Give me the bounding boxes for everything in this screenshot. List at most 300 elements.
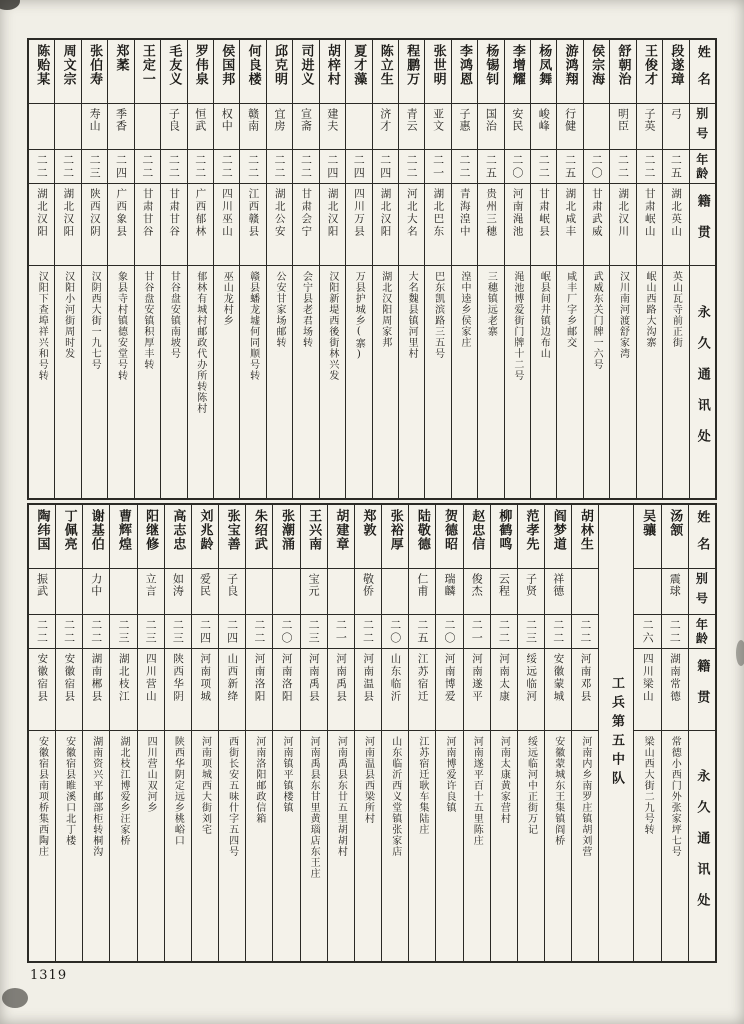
entry-age: 二二 bbox=[299, 153, 313, 180]
roster-table-top bbox=[27, 38, 717, 500]
entry-address-cell bbox=[165, 731, 191, 961]
entry-name-cell bbox=[165, 505, 191, 569]
entry-alias: 国治 bbox=[484, 108, 498, 132]
entry-age: 二二 bbox=[457, 153, 471, 180]
entry-address: 渑池博爱街门牌十二号 bbox=[511, 271, 523, 381]
entry-name: 张潮涌 bbox=[279, 509, 294, 551]
entry-origin: 河南禹县 bbox=[335, 653, 348, 703]
entry-address: 湖北汉阳周家邦 bbox=[379, 271, 391, 348]
entry-age-cell bbox=[637, 150, 662, 184]
scan-artifact bbox=[2, 988, 28, 1008]
entry-age: 二〇 bbox=[443, 618, 457, 645]
entry-name: 范孝先 bbox=[523, 509, 539, 551]
roster-entry-column bbox=[272, 505, 299, 961]
entry-name: 柳鹤鸣 bbox=[496, 509, 512, 551]
entry-address-cell bbox=[214, 266, 239, 498]
entry-origin: 河南温县 bbox=[362, 653, 375, 703]
entry-origin-cell bbox=[557, 184, 582, 266]
entry-address-cell bbox=[346, 266, 371, 498]
entry-origin: 广西象县 bbox=[115, 188, 128, 238]
entry-address-cell bbox=[301, 731, 327, 961]
entry-alias: 寿山 bbox=[88, 108, 102, 132]
entry-name-cell bbox=[373, 40, 398, 104]
entry-alias-cell bbox=[373, 104, 398, 150]
entry-alias-cell bbox=[293, 104, 318, 150]
entry-age: 二四 bbox=[114, 153, 128, 180]
header-address-text: 永久通讯处 bbox=[694, 768, 710, 924]
entry-name: 陈立生 bbox=[377, 44, 393, 86]
entry-origin-cell bbox=[399, 184, 424, 266]
entry-name: 程鹏万 bbox=[404, 44, 420, 86]
entry-age-cell bbox=[273, 615, 299, 649]
entry-address: 汉阳下查埠祥兴和号转 bbox=[36, 271, 48, 381]
entry-age: 二二 bbox=[405, 153, 419, 180]
entry-address-cell bbox=[452, 266, 477, 498]
entry-age-cell bbox=[505, 150, 530, 184]
entry-address: 河南洛阳邮政信箱 bbox=[253, 736, 265, 824]
entry-name-cell bbox=[382, 505, 408, 569]
entry-address: 大名魏县镇河里村 bbox=[406, 271, 418, 359]
entry-name-cell bbox=[214, 40, 239, 104]
entry-address-cell bbox=[240, 266, 265, 498]
roster-entry-column bbox=[530, 40, 556, 498]
entry-address-cell bbox=[409, 731, 435, 961]
entry-address-cell bbox=[464, 731, 490, 961]
entry-address: 河南温县西梁所村 bbox=[362, 736, 374, 824]
entry-name: 胡建章 bbox=[333, 509, 349, 551]
entry-origin: 湖北巴东 bbox=[432, 188, 445, 238]
entry-age-cell bbox=[293, 150, 318, 184]
entry-name-cell bbox=[478, 40, 503, 104]
entry-origin-cell bbox=[464, 649, 490, 731]
entry-alias: 宣斋 bbox=[299, 108, 313, 132]
entry-name-cell bbox=[436, 505, 462, 569]
entry-origin-cell bbox=[584, 184, 609, 266]
roster-entry-column bbox=[292, 40, 318, 498]
entry-name: 谢基伯 bbox=[88, 509, 104, 551]
roster-entry-column bbox=[191, 505, 218, 961]
entry-origin: 湖北英山 bbox=[670, 188, 683, 238]
entry-origin: 河南博爱 bbox=[443, 653, 456, 703]
entry-age: 二六 bbox=[641, 618, 655, 645]
entry-alias-cell bbox=[545, 569, 571, 615]
entry-address: 梁山西大街二九号转 bbox=[642, 736, 654, 835]
entry-age-cell bbox=[29, 615, 55, 649]
entry-alias: 权中 bbox=[220, 108, 234, 132]
entry-age-cell bbox=[29, 150, 54, 184]
entry-age-cell bbox=[320, 150, 345, 184]
entry-alias-cell bbox=[246, 569, 272, 615]
roster-entry-column bbox=[137, 505, 164, 961]
entry-alias-cell bbox=[662, 569, 688, 615]
entry-address-cell bbox=[572, 731, 598, 961]
entry-age-cell bbox=[192, 615, 218, 649]
entry-address-cell bbox=[425, 266, 450, 498]
entry-origin: 湖北咸丰 bbox=[564, 188, 577, 238]
entry-origin-cell bbox=[328, 649, 354, 731]
header-alias-text: 别号 bbox=[694, 106, 709, 147]
entry-name-cell bbox=[246, 505, 272, 569]
entry-age-cell bbox=[452, 150, 477, 184]
entry-origin: 安徽宿县 bbox=[36, 653, 49, 703]
entry-address-cell bbox=[399, 266, 424, 498]
entry-alias-cell bbox=[110, 569, 136, 615]
roster-entry-column bbox=[29, 505, 55, 961]
entry-age: 二二 bbox=[167, 153, 181, 180]
entry-address-cell bbox=[531, 266, 556, 498]
entry-address: 汉阳小河街周时发 bbox=[62, 271, 74, 359]
entry-name: 高志忠 bbox=[170, 509, 186, 551]
entry-age: 二二 bbox=[273, 153, 287, 180]
entry-age-cell bbox=[662, 615, 688, 649]
roster-entry-column bbox=[583, 40, 609, 498]
entry-address-cell bbox=[135, 266, 160, 498]
entry-age-cell bbox=[399, 150, 424, 184]
entry-origin: 湖北汉川 bbox=[617, 188, 630, 238]
entry-name: 王俊才 bbox=[641, 44, 657, 86]
entry-origin: 湖北汉阳 bbox=[379, 188, 392, 238]
entry-name-cell bbox=[110, 505, 136, 569]
roster-entry-column bbox=[266, 40, 292, 498]
roster-entry-column bbox=[81, 40, 107, 498]
entry-alias-cell bbox=[557, 104, 582, 150]
entry-name-cell bbox=[663, 40, 688, 104]
entry-origin-cell bbox=[637, 184, 662, 266]
entry-origin: 甘肃武威 bbox=[590, 188, 603, 238]
roster-entry-column bbox=[54, 40, 80, 498]
entry-name-cell bbox=[425, 40, 450, 104]
entry-age-cell bbox=[138, 615, 164, 649]
entry-alias-cell bbox=[328, 569, 354, 615]
entry-age-cell bbox=[518, 615, 544, 649]
roster-entry-column bbox=[300, 505, 327, 961]
entry-alias-cell bbox=[452, 104, 477, 150]
entry-origin-cell bbox=[425, 184, 450, 266]
entry-alias-cell bbox=[273, 569, 299, 615]
entry-age: 二五 bbox=[669, 153, 683, 180]
entry-alias-cell bbox=[531, 104, 556, 150]
entry-alias: 济才 bbox=[378, 108, 392, 132]
entry-alias-cell bbox=[138, 569, 164, 615]
entry-alias: 赣南 bbox=[246, 108, 260, 132]
entry-age: 二一 bbox=[470, 618, 484, 645]
entry-age-cell bbox=[584, 150, 609, 184]
entry-age: 二二 bbox=[140, 153, 154, 180]
entry-name-cell bbox=[219, 505, 245, 569]
entry-name-cell bbox=[55, 40, 80, 104]
entry-alias: 俊杰 bbox=[470, 573, 484, 597]
entry-address-cell bbox=[110, 731, 136, 961]
entry-address: 汉川南河渡舒家湾 bbox=[617, 271, 629, 359]
header-name-text: 姓名 bbox=[694, 44, 710, 99]
entry-name: 张伯寿 bbox=[87, 44, 103, 86]
entry-address-cell bbox=[382, 731, 408, 961]
entry-address: 陕西华阴定远乡桃峪口 bbox=[172, 736, 184, 846]
entry-age: 二一 bbox=[431, 153, 445, 180]
entry-name-cell bbox=[545, 505, 571, 569]
roster-entry-column bbox=[345, 40, 371, 498]
entry-name-cell bbox=[188, 40, 213, 104]
entry-name: 罗伟泉 bbox=[192, 44, 208, 86]
entry-age-cell bbox=[531, 150, 556, 184]
entry-alias-cell bbox=[108, 104, 133, 150]
entry-age: 二二 bbox=[62, 618, 76, 645]
entry-alias: 恒武 bbox=[193, 108, 207, 132]
entry-origin: 河南项城 bbox=[199, 653, 212, 703]
entry-age: 二四 bbox=[198, 618, 212, 645]
entry-address: 万县护城乡(寨) bbox=[353, 271, 365, 361]
entry-origin: 江苏宿迁 bbox=[416, 653, 429, 703]
entry-origin: 贵州三穗 bbox=[485, 188, 498, 238]
entry-address-cell bbox=[246, 731, 272, 961]
entry-origin: 湖北汉阳 bbox=[326, 188, 339, 238]
entry-age-cell bbox=[610, 150, 635, 184]
entry-name: 游鸿翔 bbox=[562, 44, 578, 86]
entry-alias-cell bbox=[637, 104, 662, 150]
entry-age: 二二 bbox=[35, 153, 49, 180]
entry-origin-cell bbox=[320, 184, 345, 266]
entry-age: 二二 bbox=[35, 618, 49, 645]
entry-alias-cell bbox=[56, 569, 82, 615]
entry-origin-cell bbox=[214, 184, 239, 266]
entry-address: 甘谷盘安镇积厚丰转 bbox=[141, 271, 153, 370]
entry-name: 陆敬德 bbox=[414, 509, 430, 551]
header-name-text: 姓名 bbox=[694, 509, 710, 564]
entry-origin-cell bbox=[108, 184, 133, 266]
roster-entry-column bbox=[109, 505, 136, 961]
entry-name: 侯国邦 bbox=[219, 44, 235, 86]
roster-entry-column bbox=[29, 40, 54, 498]
entry-age: 二〇 bbox=[510, 153, 524, 180]
entry-name: 何良楼 bbox=[245, 44, 261, 86]
header-origin-text: 籍贯 bbox=[694, 193, 710, 256]
entry-name-cell bbox=[29, 505, 55, 569]
entry-age: 二四 bbox=[352, 153, 366, 180]
entry-origin-cell bbox=[478, 184, 503, 266]
entry-address: 郁林有城村邮政代办所转陈村 bbox=[194, 271, 206, 414]
entry-address-cell bbox=[637, 266, 662, 498]
entry-origin-cell bbox=[110, 649, 136, 731]
entry-name-cell bbox=[138, 505, 164, 569]
entry-alias-cell bbox=[399, 104, 424, 150]
entry-origin-cell bbox=[56, 649, 82, 731]
entry-origin-cell bbox=[29, 649, 55, 731]
entry-origin: 河南渑池 bbox=[511, 188, 524, 238]
entry-age: 二二 bbox=[642, 153, 656, 180]
entry-age: 二四 bbox=[325, 153, 339, 180]
roster-entry-column bbox=[490, 505, 517, 961]
entry-age-cell bbox=[436, 615, 462, 649]
entry-origin: 广西郁林 bbox=[194, 188, 207, 238]
entry-address: 河南镇平镇楼镇 bbox=[281, 736, 292, 813]
entry-age-cell bbox=[373, 150, 398, 184]
entry-address-cell bbox=[29, 266, 54, 498]
entry-alias: 宜房 bbox=[273, 108, 287, 132]
roster-entry-column bbox=[451, 40, 477, 498]
roster-entry-column bbox=[82, 505, 109, 961]
entry-origin: 绥远临河 bbox=[525, 653, 538, 703]
entry-origin-cell bbox=[663, 184, 688, 266]
roster-entry-column bbox=[662, 40, 688, 498]
entry-origin-cell bbox=[29, 184, 54, 266]
entry-age-cell bbox=[55, 150, 80, 184]
roster-entry-column bbox=[245, 505, 272, 961]
entry-alias: 亚文 bbox=[431, 108, 445, 132]
entry-origin: 湖南郴县 bbox=[90, 653, 103, 703]
entry-origin: 江西赣县 bbox=[247, 188, 260, 238]
entry-age-cell bbox=[557, 150, 582, 184]
entry-age-cell bbox=[491, 615, 517, 649]
entry-address: 常德小西门外张家坪七号 bbox=[669, 736, 681, 857]
header-age-text: 年龄 bbox=[694, 152, 709, 181]
entry-origin-cell bbox=[293, 184, 318, 266]
entry-name: 阳继修 bbox=[143, 509, 159, 551]
entry-name: 舒朝治 bbox=[615, 44, 631, 86]
entry-address-cell bbox=[138, 731, 164, 961]
entry-alias: 明臣 bbox=[616, 108, 630, 132]
page-number: 1319 bbox=[30, 968, 68, 983]
entry-origin: 山东临沂 bbox=[389, 653, 402, 703]
entry-age-cell bbox=[83, 615, 109, 649]
entry-address: 安徽宿县睢溪口北丁楼 bbox=[63, 736, 75, 846]
entry-name-cell bbox=[399, 40, 424, 104]
entry-alias: 振武 bbox=[35, 573, 49, 597]
entry-origin-cell bbox=[273, 649, 299, 731]
entry-origin-cell bbox=[346, 184, 371, 266]
entry-age: 二二 bbox=[193, 153, 207, 180]
entry-alias-cell bbox=[82, 104, 107, 150]
entry-origin-cell bbox=[452, 184, 477, 266]
header-column bbox=[688, 505, 715, 961]
entry-name: 邱克明 bbox=[272, 44, 288, 86]
roster-sheet bbox=[27, 38, 717, 963]
entry-name: 汤颔 bbox=[667, 509, 683, 537]
entry-address-cell bbox=[83, 731, 109, 961]
roster-entry-column bbox=[381, 505, 408, 961]
entry-age: 二二 bbox=[616, 153, 630, 180]
entry-name-cell bbox=[192, 505, 218, 569]
entry-age-cell bbox=[110, 615, 136, 649]
entry-name-cell bbox=[355, 505, 381, 569]
entry-age-cell bbox=[328, 615, 354, 649]
roster-entry-column bbox=[398, 40, 424, 498]
entry-name-cell bbox=[505, 40, 530, 104]
entry-alias-cell bbox=[355, 569, 381, 615]
entry-address: 安徽宿县南项桥集西陶庄 bbox=[36, 736, 48, 857]
scan-artifact bbox=[0, 0, 20, 10]
entry-alias-cell bbox=[83, 569, 109, 615]
entry-origin: 湖北汉阳 bbox=[62, 188, 75, 238]
entry-origin: 四川梁山 bbox=[641, 653, 654, 703]
entry-age-cell bbox=[240, 150, 265, 184]
entry-address-cell bbox=[373, 266, 398, 498]
roster-entry-column bbox=[239, 40, 265, 498]
entry-address-cell bbox=[505, 266, 530, 498]
entry-age: 二三 bbox=[307, 618, 321, 645]
entry-name: 李鸿恩 bbox=[456, 44, 472, 86]
entry-name-cell bbox=[293, 40, 318, 104]
entry-name-cell bbox=[637, 40, 662, 104]
roster-entry-column bbox=[463, 505, 490, 961]
entry-alias: 瑞麟 bbox=[443, 573, 457, 597]
entry-alias: 如涛 bbox=[171, 573, 185, 597]
entry-age-cell bbox=[346, 150, 371, 184]
entry-alias: 祥德 bbox=[551, 573, 565, 597]
entry-address: 河南遂平百十五里陈庄 bbox=[471, 736, 483, 846]
entry-alias: 行健 bbox=[563, 108, 577, 132]
entry-alias-cell bbox=[165, 569, 191, 615]
entry-address: 河南博爱许良镇 bbox=[444, 736, 456, 813]
entry-origin: 河北大名 bbox=[405, 188, 418, 238]
entry-name: 侯宗海 bbox=[589, 44, 605, 86]
entry-origin-cell bbox=[409, 649, 435, 731]
entry-name-cell bbox=[267, 40, 292, 104]
entry-alias-cell bbox=[55, 104, 80, 150]
entry-age: 二三 bbox=[88, 153, 102, 180]
entry-origin-cell bbox=[572, 649, 598, 731]
header-address-label bbox=[689, 731, 715, 961]
entry-address: 武威东关门牌一六号 bbox=[591, 271, 603, 370]
entry-origin: 陕西华阴 bbox=[172, 653, 185, 703]
entry-alias: 云程 bbox=[497, 573, 511, 597]
entry-age-cell bbox=[108, 150, 133, 184]
roster-entry-column bbox=[354, 505, 381, 961]
entry-address-cell bbox=[584, 266, 609, 498]
entry-address: 安徽蒙城东王集镇阎桥 bbox=[552, 736, 564, 846]
header-origin-label bbox=[690, 184, 715, 266]
entry-origin-cell bbox=[82, 184, 107, 266]
entry-name: 杨锡钊 bbox=[483, 44, 499, 86]
entry-age: 二二 bbox=[252, 618, 266, 645]
entry-address: 湖南资兴平邮部柜转桐沟 bbox=[90, 736, 102, 857]
entry-name: 王兴南 bbox=[306, 509, 322, 551]
entry-origin-cell bbox=[518, 649, 544, 731]
roster-table-bottom bbox=[27, 503, 717, 963]
entry-name-cell bbox=[572, 505, 598, 569]
entry-alias-cell bbox=[584, 104, 609, 150]
unit-section-label: 工兵第五中队 bbox=[608, 676, 624, 790]
entry-name: 王定一 bbox=[139, 44, 155, 86]
entry-name-cell bbox=[135, 40, 160, 104]
entry-name-cell bbox=[320, 40, 345, 104]
entry-age: 二三 bbox=[144, 618, 158, 645]
entry-name: 张世明 bbox=[430, 44, 446, 86]
entry-age: 二一 bbox=[334, 618, 348, 645]
entry-origin-cell bbox=[192, 649, 218, 731]
entry-age-cell bbox=[572, 615, 598, 649]
entry-age: 二〇 bbox=[388, 618, 402, 645]
entry-origin-cell bbox=[219, 649, 245, 731]
entry-alias: 季香 bbox=[114, 108, 128, 132]
entry-name-cell bbox=[273, 505, 299, 569]
roster-entry-column bbox=[477, 40, 503, 498]
entry-address-cell bbox=[55, 266, 80, 498]
entry-alias: 弓 bbox=[669, 108, 683, 120]
entry-address: 巴东凯滨路三五号 bbox=[432, 271, 444, 359]
entry-address-cell bbox=[610, 266, 635, 498]
entry-address: 河南项城西大街刘宅 bbox=[199, 736, 211, 835]
entry-alias-cell bbox=[267, 104, 292, 150]
entry-address-cell bbox=[662, 731, 688, 961]
entry-age: 二二 bbox=[361, 618, 375, 645]
entry-name-cell bbox=[161, 40, 186, 104]
entry-origin: 甘肃甘谷 bbox=[168, 188, 181, 238]
entry-address-cell bbox=[188, 266, 213, 498]
entry-origin-cell bbox=[373, 184, 398, 266]
entry-name: 陈贻某 bbox=[34, 44, 50, 86]
entry-age: 二二 bbox=[668, 618, 682, 645]
roster-entry-column bbox=[134, 40, 160, 498]
